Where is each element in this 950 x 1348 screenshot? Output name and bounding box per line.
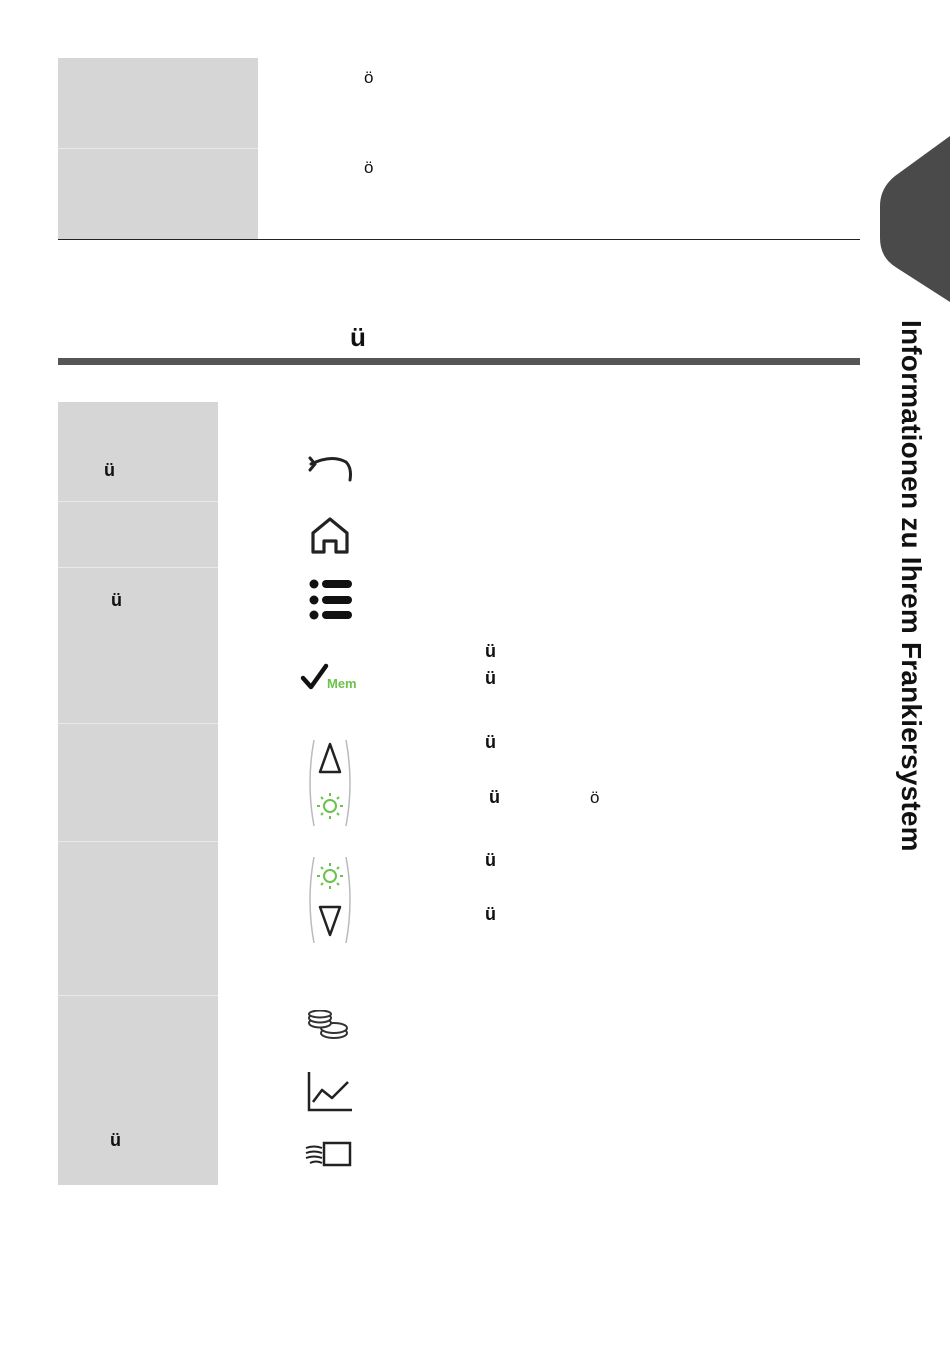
up-triangle-icon [320, 744, 340, 772]
check-mem-icon [300, 662, 364, 694]
top-table-left-cell-2 [58, 149, 258, 239]
section-rule [58, 358, 860, 365]
brightness-down-key [306, 855, 354, 945]
key-description-1: ü [485, 641, 496, 661]
key-left-label-1: ü [104, 460, 115, 480]
key-description-5: ö [590, 788, 600, 807]
top-table-row-1-text: ö [364, 68, 374, 87]
key-description-4: ü [489, 787, 500, 807]
feeder-icon [304, 1140, 354, 1170]
key-description-6: ü [485, 850, 496, 870]
brightness-icon [317, 863, 343, 889]
key-left-label-2: ü [111, 590, 122, 610]
section-heading: ü [350, 322, 366, 352]
key-row-divider [58, 567, 218, 568]
top-table-left-cell-1 [58, 58, 258, 148]
key-description-7: ü [485, 904, 496, 924]
down-triangle-icon [320, 907, 340, 935]
side-tab-title: Informationen zu Ihrem Frankiersystem [896, 320, 927, 852]
key-row-divider [58, 723, 218, 724]
brightness-icon [317, 793, 343, 819]
key-description-2: ü [485, 668, 496, 688]
top-table-bottom-rule [58, 239, 860, 240]
key-row-divider [58, 501, 218, 502]
key-description-3: ü [485, 732, 496, 752]
top-table-row-2-text: ö [364, 158, 374, 177]
back-icon [306, 452, 354, 484]
mem-label: Mem [327, 676, 357, 691]
key-row-divider [58, 995, 218, 996]
coins-icon [304, 1010, 352, 1044]
key-row-divider [58, 841, 218, 842]
key-left-label-3: ü [110, 1130, 121, 1150]
brightness-up-key [306, 738, 354, 828]
home-icon [308, 515, 352, 557]
menu-list-icon [308, 578, 354, 622]
chart-icon [306, 1070, 354, 1114]
key-table-left-column [58, 402, 218, 1185]
